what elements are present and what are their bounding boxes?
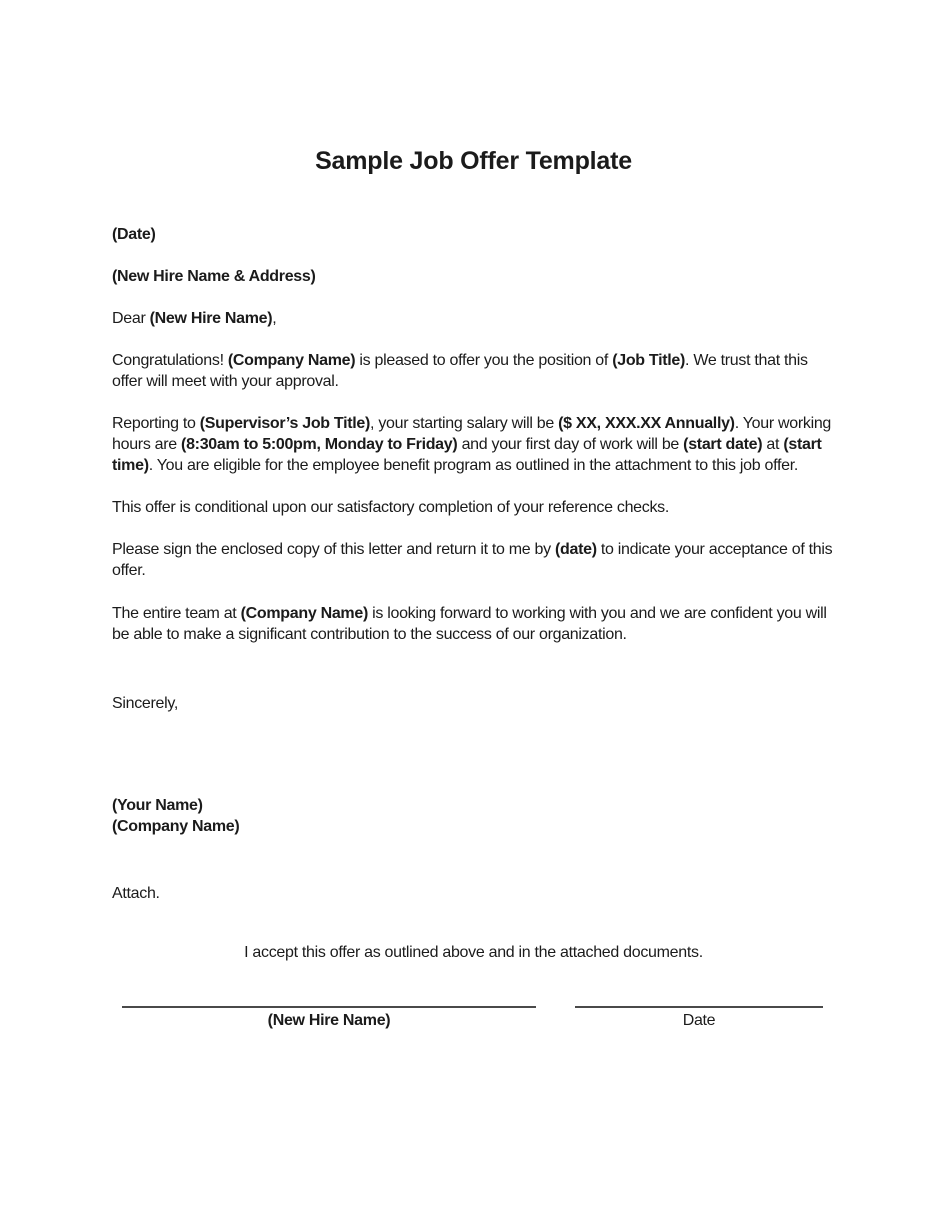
signature-date-label: Date — [682, 1012, 716, 1029]
signer-name-company-block: (Your Name) (Company Name) — [112, 797, 240, 835]
letter-title: Sample Job Offer Template — [315, 147, 632, 175]
date-signature-line — [575, 1006, 823, 1031]
signature-name-label: (New Hire Name) — [267, 1012, 391, 1029]
salutation-line: Dear (New Hire Name), — [112, 310, 277, 327]
paragraph-sign-request: Please sign the enclosed copy of this letter and return it to me by (date) to indicate your acceptance of this offer. — [112, 541, 833, 579]
paragraph-conditional-offer: This offer is conditional upon our satisfactory completion of your reference checks. — [112, 499, 670, 516]
paragraph-team-welcome: The entire team at (Company Name) is looking forward to working with you and we are confident you will be able to make a significant contribution to the success of our organization. — [112, 605, 827, 643]
new-hire-address-line: (New Hire Name & Address) — [112, 268, 316, 285]
attachment-note: Attach. — [112, 885, 160, 902]
closing-line: Sincerely, — [112, 695, 179, 712]
paragraph-reporting-terms: Reporting to (Supervisor’s Job Title), your starting salary will be ($ XX, XXX.XX Annually). Your working hours are (8:30am to 5:00pm, Monday to Friday) and your first day of work will be (start date) at (start time). You are eligible for the employee benefit program as outlined in the attachment to this job offer. — [112, 415, 832, 474]
paragraph-congratulations: Congratulations! (Company Name) is pleased to offer you the position of (Job Title). We trust that this offer will meet with your approval. — [112, 352, 808, 390]
date-placeholder-line: (Date) — [112, 226, 156, 243]
new-hire-signature-line — [122, 1006, 536, 1031]
acceptance-statement: I accept this offer as outlined above and in the attached documents. — [244, 944, 703, 961]
